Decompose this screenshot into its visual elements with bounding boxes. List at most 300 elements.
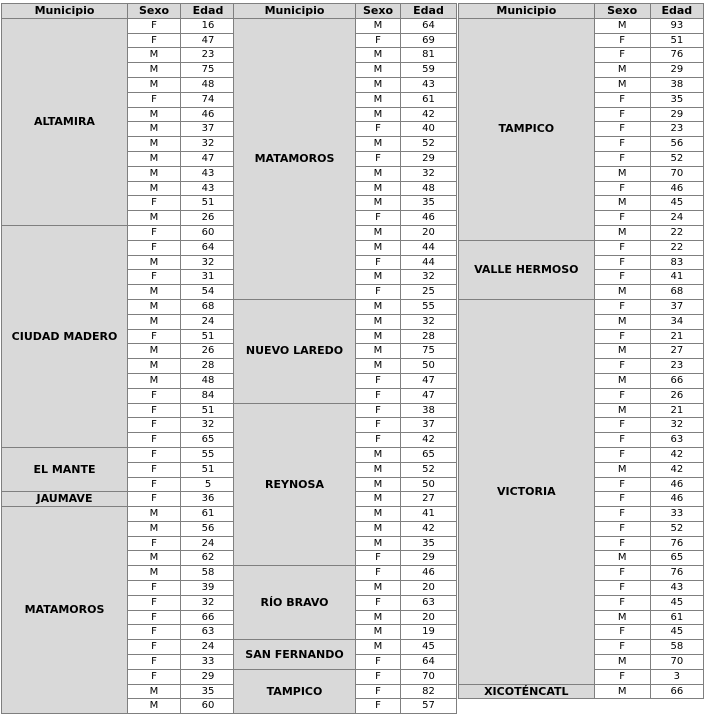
municipio-cell: TAMPICO (459, 18, 595, 240)
edad-cell: 26 (181, 344, 236, 359)
edad-cell: 32 (401, 314, 457, 329)
sexo-cell: F (356, 418, 401, 433)
sexo-cell: F (594, 669, 650, 684)
edad-cell: 24 (181, 536, 236, 551)
edad-cell: 22 (650, 240, 703, 255)
table-3 (458, 3, 704, 699)
sexo-cell: F (128, 92, 181, 107)
sexo-cell: F (128, 18, 181, 33)
edad-cell: 29 (650, 107, 703, 122)
sexo-cell: F (594, 492, 650, 507)
sexo-cell: M (356, 48, 401, 63)
edad-cell: 50 (401, 359, 457, 374)
sexo-cell: F (594, 137, 650, 152)
sexo-cell: F (594, 48, 650, 63)
edad-cell: 70 (401, 669, 457, 684)
edad-cell: 52 (650, 521, 703, 536)
sexo-cell: M (128, 373, 181, 388)
sexo-cell: M (594, 462, 650, 477)
sexo-cell: F (356, 595, 401, 610)
edad-cell: 44 (401, 240, 457, 255)
edad-cell: 29 (650, 63, 703, 78)
sexo-cell: M (594, 63, 650, 78)
sexo-cell: F (594, 33, 650, 48)
sexo-cell: M (356, 462, 401, 477)
sexo-cell: M (128, 299, 181, 314)
header-edad: Edad (401, 4, 457, 19)
sexo-cell: F (594, 122, 650, 137)
edad-cell: 57 (401, 699, 457, 714)
edad-cell: 48 (181, 77, 236, 92)
edad-cell: 46 (401, 566, 457, 581)
edad-cell: 93 (650, 18, 703, 33)
sexo-cell: F (128, 492, 181, 507)
sexo-cell: M (128, 107, 181, 122)
sexo-cell: F (128, 655, 181, 670)
edad-cell: 46 (650, 181, 703, 196)
sexo-cell: M (356, 625, 401, 640)
table-row (2, 225, 236, 240)
sexo-cell: F (128, 403, 181, 418)
edad-cell: 28 (181, 359, 236, 374)
edad-cell: 61 (650, 610, 703, 625)
sexo-cell: F (128, 669, 181, 684)
header-sexo: Sexo (128, 4, 181, 19)
sexo-cell: F (128, 240, 181, 255)
sexo-cell: M (356, 166, 401, 181)
edad-cell: 56 (650, 137, 703, 152)
edad-cell: 45 (650, 196, 703, 211)
edad-cell: 33 (181, 655, 236, 670)
sexo-cell: M (128, 137, 181, 152)
municipio-cell: VICTORIA (459, 299, 595, 684)
sexo-cell: M (356, 492, 401, 507)
edad-cell: 26 (181, 211, 236, 226)
edad-cell: 46 (401, 211, 457, 226)
edad-cell: 51 (181, 462, 236, 477)
sexo-cell: F (128, 625, 181, 640)
sexo-cell: M (356, 270, 401, 285)
sexo-cell: M (594, 610, 650, 625)
edad-cell: 23 (650, 122, 703, 137)
sexo-cell: F (594, 507, 650, 522)
edad-cell: 41 (401, 507, 457, 522)
edad-cell: 43 (401, 77, 457, 92)
edad-cell: 37 (401, 418, 457, 433)
edad-cell: 52 (650, 151, 703, 166)
edad-cell: 45 (401, 640, 457, 655)
edad-cell: 35 (181, 684, 236, 699)
edad-cell: 51 (181, 329, 236, 344)
sexo-cell: F (356, 33, 401, 48)
edad-cell: 55 (181, 447, 236, 462)
edad-cell: 43 (181, 166, 236, 181)
sexo-cell: M (356, 581, 401, 596)
sexo-cell: M (128, 566, 181, 581)
edad-cell: 50 (401, 477, 457, 492)
edad-cell: 42 (650, 447, 703, 462)
sexo-cell: M (594, 344, 650, 359)
sexo-cell: M (594, 373, 650, 388)
table-row (2, 492, 236, 507)
edad-cell: 45 (650, 595, 703, 610)
sexo-cell: M (356, 18, 401, 33)
edad-cell: 32 (650, 418, 703, 433)
edad-cell: 62 (181, 551, 236, 566)
edad-cell: 52 (401, 137, 457, 152)
edad-cell: 43 (650, 581, 703, 596)
edad-cell: 42 (650, 462, 703, 477)
header-sexo: Sexo (594, 4, 650, 19)
sexo-cell: F (356, 373, 401, 388)
sexo-cell: M (128, 77, 181, 92)
sexo-cell: M (356, 640, 401, 655)
edad-cell: 58 (181, 566, 236, 581)
sexo-cell: F (356, 285, 401, 300)
edad-cell: 41 (650, 270, 703, 285)
edad-cell: 55 (401, 299, 457, 314)
header-row (459, 4, 704, 19)
sexo-cell: M (594, 18, 650, 33)
sexo-cell: M (128, 359, 181, 374)
table-row (234, 640, 457, 655)
edad-cell: 75 (181, 63, 236, 78)
edad-cell: 82 (401, 684, 457, 699)
edad-cell: 42 (401, 107, 457, 122)
edad-cell: 38 (401, 403, 457, 418)
sexo-cell: M (594, 77, 650, 92)
edad-cell: 34 (650, 314, 703, 329)
municipio-cell: EL MANTE (2, 447, 128, 491)
municipio-cell: CIUDAD MADERO (2, 225, 128, 447)
edad-cell: 22 (650, 225, 703, 240)
edad-cell: 64 (401, 18, 457, 33)
edad-cell: 47 (181, 151, 236, 166)
edad-cell: 66 (650, 684, 703, 699)
sexo-cell: M (594, 403, 650, 418)
sexo-cell: M (356, 196, 401, 211)
table-row (459, 240, 704, 255)
edad-cell: 29 (401, 151, 457, 166)
sexo-cell: M (356, 521, 401, 536)
sexo-cell: M (128, 521, 181, 536)
edad-cell: 64 (181, 240, 236, 255)
municipio-cell: REYNOSA (234, 403, 356, 566)
edad-cell: 69 (401, 33, 457, 48)
sexo-cell: F (594, 359, 650, 374)
edad-cell: 37 (650, 299, 703, 314)
edad-cell: 61 (181, 507, 236, 522)
edad-cell: 51 (181, 196, 236, 211)
edad-cell: 3 (650, 669, 703, 684)
edad-cell: 16 (181, 18, 236, 33)
edad-cell: 31 (181, 270, 236, 285)
sexo-cell: F (128, 640, 181, 655)
sexo-cell: F (594, 536, 650, 551)
municipio-cell: XICOTÉNCATL (459, 684, 595, 699)
sexo-cell: F (594, 240, 650, 255)
sexo-cell: F (128, 196, 181, 211)
sexo-cell: M (128, 63, 181, 78)
sexo-cell: M (128, 255, 181, 270)
sexo-cell: F (356, 403, 401, 418)
edad-cell: 24 (181, 640, 236, 655)
sexo-cell: F (128, 33, 181, 48)
sexo-cell: M (356, 536, 401, 551)
edad-cell: 25 (401, 285, 457, 300)
municipio-cell: RÍO BRAVO (234, 566, 356, 640)
edad-cell: 75 (401, 344, 457, 359)
sexo-cell: M (356, 329, 401, 344)
sexo-cell: F (356, 684, 401, 699)
sexo-cell: F (356, 669, 401, 684)
edad-cell: 27 (650, 344, 703, 359)
sexo-cell: M (594, 166, 650, 181)
edad-cell: 81 (401, 48, 457, 63)
edad-cell: 52 (401, 462, 457, 477)
edad-cell: 5 (181, 477, 236, 492)
sexo-cell: F (594, 270, 650, 285)
sexo-cell: F (594, 329, 650, 344)
edad-cell: 68 (650, 285, 703, 300)
sexo-cell: M (356, 507, 401, 522)
edad-cell: 83 (650, 255, 703, 270)
edad-cell: 60 (181, 225, 236, 240)
sexo-cell: M (356, 240, 401, 255)
sexo-cell: F (128, 329, 181, 344)
edad-cell: 46 (181, 107, 236, 122)
sexo-cell: F (594, 447, 650, 462)
table-1 (1, 3, 236, 714)
edad-cell: 24 (181, 314, 236, 329)
municipio-cell: VALLE HERMOSO (459, 240, 595, 299)
sexo-cell: F (594, 581, 650, 596)
sexo-cell: M (128, 285, 181, 300)
header-municipio: Municipio (2, 4, 128, 19)
edad-cell: 28 (401, 329, 457, 344)
edad-cell: 60 (181, 699, 236, 714)
municipio-cell: SAN FERNANDO (234, 640, 356, 670)
sexo-cell: M (128, 166, 181, 181)
sexo-cell: F (594, 92, 650, 107)
header-edad: Edad (181, 4, 236, 19)
sexo-cell: F (594, 211, 650, 226)
sexo-cell: F (356, 566, 401, 581)
table-row (459, 299, 704, 314)
edad-cell: 63 (650, 433, 703, 448)
edad-cell: 61 (401, 92, 457, 107)
sexo-cell: F (356, 433, 401, 448)
edad-cell: 56 (181, 521, 236, 536)
edad-cell: 33 (650, 507, 703, 522)
edad-cell: 38 (650, 77, 703, 92)
sexo-cell: F (594, 107, 650, 122)
sexo-cell: M (594, 225, 650, 240)
sexo-cell: F (356, 655, 401, 670)
sexo-cell: M (594, 196, 650, 211)
edad-cell: 36 (181, 492, 236, 507)
edad-cell: 54 (181, 285, 236, 300)
edad-cell: 37 (181, 122, 236, 137)
edad-cell: 20 (401, 610, 457, 625)
edad-cell: 27 (401, 492, 457, 507)
edad-cell: 32 (181, 595, 236, 610)
sexo-cell: M (356, 77, 401, 92)
sexo-cell: F (128, 433, 181, 448)
edad-cell: 19 (401, 625, 457, 640)
sexo-cell: F (128, 581, 181, 596)
sexo-cell: M (594, 285, 650, 300)
edad-cell: 47 (401, 388, 457, 403)
edad-cell: 48 (181, 373, 236, 388)
sexo-cell: M (128, 684, 181, 699)
edad-cell: 29 (401, 551, 457, 566)
edad-cell: 21 (650, 403, 703, 418)
edad-cell: 66 (181, 610, 236, 625)
table-row (234, 669, 457, 684)
table-row (234, 299, 457, 314)
table-row (2, 507, 236, 522)
edad-cell: 32 (181, 418, 236, 433)
sexo-cell: F (128, 388, 181, 403)
sexo-cell: F (594, 418, 650, 433)
sexo-cell: M (356, 314, 401, 329)
sexo-cell: F (356, 122, 401, 137)
edad-cell: 66 (650, 373, 703, 388)
sexo-cell: M (128, 344, 181, 359)
table-row (234, 18, 457, 33)
edad-cell: 24 (650, 211, 703, 226)
header-edad: Edad (650, 4, 703, 19)
sexo-cell: F (594, 640, 650, 655)
edad-cell: 32 (401, 166, 457, 181)
edad-cell: 47 (181, 33, 236, 48)
edad-cell: 35 (401, 536, 457, 551)
sexo-cell: M (594, 655, 650, 670)
edad-cell: 70 (650, 655, 703, 670)
sexo-cell: F (594, 299, 650, 314)
edad-cell: 68 (181, 299, 236, 314)
municipio-cell: ALTAMIRA (2, 18, 128, 225)
sexo-cell: M (128, 122, 181, 137)
edad-cell: 20 (401, 225, 457, 240)
table-2 (233, 3, 457, 714)
edad-cell: 42 (401, 433, 457, 448)
edad-cell: 58 (650, 640, 703, 655)
edad-cell: 76 (650, 566, 703, 581)
sexo-cell: F (128, 270, 181, 285)
sexo-cell: F (356, 388, 401, 403)
sexo-cell: F (594, 388, 650, 403)
sexo-cell: F (128, 462, 181, 477)
edad-cell: 26 (650, 388, 703, 403)
sexo-cell: M (128, 507, 181, 522)
sexo-cell: M (594, 551, 650, 566)
edad-cell: 59 (401, 63, 457, 78)
edad-cell: 63 (181, 625, 236, 640)
table-row (459, 684, 704, 699)
sexo-cell: M (594, 314, 650, 329)
edad-cell: 51 (650, 33, 703, 48)
sexo-cell: F (594, 595, 650, 610)
edad-cell: 32 (181, 255, 236, 270)
edad-cell: 35 (401, 196, 457, 211)
header-municipio: Municipio (234, 4, 356, 19)
edad-cell: 35 (650, 92, 703, 107)
sexo-cell: M (356, 137, 401, 152)
sexo-cell: F (594, 255, 650, 270)
sexo-cell: F (356, 551, 401, 566)
edad-cell: 44 (401, 255, 457, 270)
municipio-cell: JAUMAVE (2, 492, 128, 507)
sexo-cell: M (356, 477, 401, 492)
table-row (2, 18, 236, 33)
edad-cell: 40 (401, 122, 457, 137)
sexo-cell: F (356, 699, 401, 714)
sexo-cell: F (594, 181, 650, 196)
table-row (234, 403, 457, 418)
header-row (2, 4, 236, 19)
edad-cell: 63 (401, 595, 457, 610)
table-row (459, 18, 704, 33)
sexo-cell: F (594, 625, 650, 640)
edad-cell: 29 (181, 669, 236, 684)
sexo-cell: F (356, 211, 401, 226)
edad-cell: 70 (650, 166, 703, 181)
edad-cell: 32 (181, 137, 236, 152)
sexo-cell: M (128, 314, 181, 329)
edad-cell: 65 (181, 433, 236, 448)
sexo-cell: M (128, 211, 181, 226)
edad-cell: 23 (650, 359, 703, 374)
table-row (2, 447, 236, 462)
edad-cell: 32 (401, 270, 457, 285)
edad-cell: 43 (181, 181, 236, 196)
sexo-cell: M (128, 48, 181, 63)
sexo-cell: M (356, 92, 401, 107)
sexo-cell: M (128, 181, 181, 196)
sexo-cell: F (594, 433, 650, 448)
edad-cell: 51 (181, 403, 236, 418)
municipio-cell: MATAMOROS (234, 18, 356, 299)
sexo-cell: F (128, 447, 181, 462)
sexo-cell: M (128, 151, 181, 166)
sexo-cell: F (128, 418, 181, 433)
sexo-cell: M (356, 299, 401, 314)
sexo-cell: M (356, 225, 401, 240)
header-row (234, 4, 457, 19)
municipio-cell: TAMPICO (234, 669, 356, 713)
edad-cell: 48 (401, 181, 457, 196)
edad-cell: 45 (650, 625, 703, 640)
municipio-cell: MATAMOROS (2, 507, 128, 714)
edad-cell: 20 (401, 581, 457, 596)
edad-cell: 74 (181, 92, 236, 107)
edad-cell: 65 (650, 551, 703, 566)
sexo-cell: M (356, 107, 401, 122)
sexo-cell: F (594, 566, 650, 581)
sexo-cell: M (356, 181, 401, 196)
edad-cell: 47 (401, 373, 457, 388)
table-row (234, 566, 457, 581)
edad-cell: 46 (650, 492, 703, 507)
sexo-cell: F (128, 595, 181, 610)
edad-cell: 21 (650, 329, 703, 344)
sexo-cell: F (356, 255, 401, 270)
edad-cell: 64 (401, 655, 457, 670)
sexo-cell: F (128, 536, 181, 551)
edad-cell: 42 (401, 521, 457, 536)
